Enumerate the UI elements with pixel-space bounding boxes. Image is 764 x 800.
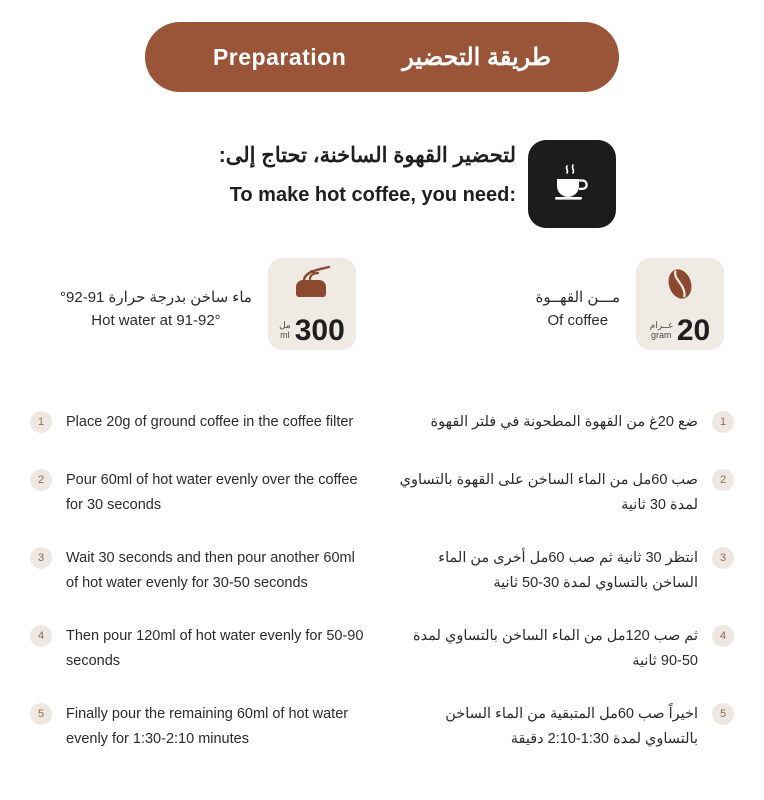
step-item [30, 624, 370, 675]
step-number: 2 [30, 469, 52, 491]
ingredient-water-unit [279, 321, 291, 346]
step-item [394, 702, 734, 753]
banner-title-english: Preparation [212, 43, 347, 70]
ingredient-water-amount [268, 316, 356, 346]
banner-title-arabic: طريقة التحضير [402, 43, 552, 71]
step-text: ضع 20غ من القهوة المطحونة في فلتر القهوة [430, 414, 698, 430]
ingredient-coffee-value: 20 [676, 314, 711, 347]
step-item [30, 468, 370, 519]
step-text: Pour 60ml of hot water evenly over the coffee for 30 seconds [66, 472, 358, 514]
ingredient-water [60, 258, 356, 366]
step-text: Wait 30 seconds and then pour another 60ml of hot water evenly for 30-50 seconds [66, 550, 355, 592]
coffee-cup-icon [547, 157, 597, 212]
step-item [30, 702, 370, 753]
step-text: انتظر 30 ثانية ثم صب 60مل أخرى من الماء الساخن بالتساوي لمدة 30-50 ثانية [438, 550, 698, 592]
ingredient-water-labels [60, 258, 252, 333]
step-text: Place 20g of ground coffee in the coffee filter [66, 414, 354, 430]
step-item [394, 410, 734, 435]
ingredients-row [0, 258, 764, 366]
ingredient-coffee-card [636, 258, 724, 350]
intro-section [0, 136, 764, 236]
intro-text-block [96, 140, 516, 210]
ingredient-water-card [268, 258, 356, 350]
step-item [30, 410, 370, 435]
step-item [30, 546, 370, 597]
intro-english: To make hot coffee, you need: [229, 183, 516, 206]
step-number: 3 [712, 547, 734, 569]
step-number: 4 [712, 625, 734, 647]
unit-english: ml [280, 329, 290, 340]
step-number: 1 [712, 411, 734, 433]
ingredient-coffee-amount [636, 316, 724, 346]
ingredient-water-value: 300 [294, 314, 345, 347]
step-number: 1 [30, 411, 52, 433]
ingredient-water-label-arabic: ماء ساخن بدرجة حرارة 91-92° [60, 289, 252, 306]
ingredient-coffee-unit [650, 321, 673, 346]
ingredient-coffee-label-arabic: مـــن القهــوة [535, 289, 620, 306]
step-number: 3 [30, 547, 52, 569]
step-text: اخيراً صب 60مل المتبقية من الماء الساخن بالتساوي لمدة 1:30-2:10 دقيقة [445, 706, 698, 748]
ingredient-coffee [536, 258, 724, 366]
steps-section [0, 396, 764, 786]
kettle-icon [268, 266, 356, 302]
step-text: صب 60مل من الماء الساخن على القهوة بالتساوي لمدة 30 ثانية [399, 472, 698, 514]
intro-arabic: لتحضير القهوة الساخنة، تحتاج إلى: [218, 144, 516, 167]
step-item [394, 468, 734, 519]
unit-english: gram [651, 329, 672, 340]
step-text: Finally pour the remaining 60ml of hot water evenly for 1:30-2:10 minutes [66, 706, 349, 748]
ingredient-coffee-label-english: Of coffee [547, 312, 609, 330]
step-number: 5 [30, 703, 52, 725]
unit-arabic: مل [279, 320, 291, 331]
step-number: 4 [30, 625, 52, 647]
step-text: ثم صب 120مل من الماء الساخن بالتساوي لمدة 50-90 ثانية [412, 628, 698, 670]
ingredient-coffee-labels [536, 258, 620, 333]
ingredient-water-label-english: Hot water at 91-92° [91, 312, 221, 330]
coffee-cup-badge [528, 140, 616, 228]
unit-arabic: غــرام [649, 320, 673, 331]
step-text: Then pour 120ml of hot water evenly for 50-90 seconds [66, 628, 364, 670]
step-number: 5 [712, 703, 734, 725]
step-item [394, 546, 734, 597]
step-item [394, 624, 734, 675]
step-number: 2 [712, 469, 734, 491]
coffee-bean-icon [636, 266, 724, 302]
header-banner [145, 22, 619, 92]
